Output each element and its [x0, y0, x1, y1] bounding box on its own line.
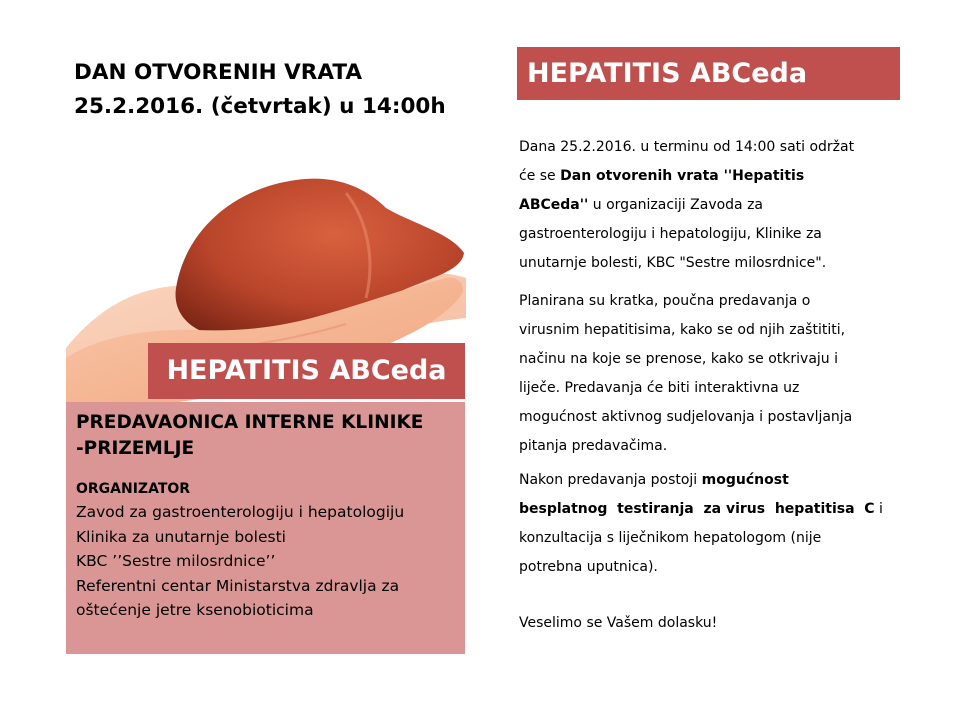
event-title-line1: DAN OTVORENIH VRATA	[74, 60, 362, 85]
hepatitis-badge-right: HEPATITIS ABCeda	[517, 47, 900, 100]
text-line: pitanja predavačima.	[519, 438, 668, 454]
text-line: unutarnje bolesti, KBC "Sestre milosrdnice".	[519, 255, 827, 271]
venue	[76, 410, 455, 462]
text-line: načinu na koje se prenose, kako se otkrivaju i	[519, 351, 839, 367]
hepatitis-badge-left: HEPATITIS ABCeda	[148, 343, 465, 399]
text-line: liječe. Predavanja će biti interaktivna uz	[519, 380, 800, 396]
text-line: Dana 25.2.2016. u terminu od 14:00 sati održat	[519, 139, 855, 155]
event-title	[74, 56, 494, 124]
testing-bold: besplatnog testiranja za virus hepatitisa C	[519, 501, 875, 517]
paragraph-testing	[519, 466, 919, 582]
text-line	[519, 162, 919, 191]
organizer-line: Zavod za gastroenterologiju i hepatologiju	[76, 503, 405, 521]
text-line	[519, 191, 919, 220]
text-line: Planirana su kratka, poučna predavanja o	[519, 293, 811, 309]
event-date-time: 25.2.2016. (četvrtak) u 14:00h	[74, 94, 446, 119]
text-span: i	[874, 501, 883, 517]
paragraph-closing: Veselimo se Vašem dolasku!	[519, 615, 718, 631]
text-line: potrebna uputnica).	[519, 559, 658, 575]
paragraph-intro	[519, 133, 919, 278]
text-line: gastroenterologiju i hepatologiju, Klinike za	[519, 226, 822, 242]
organizer-line: Referentni centar Ministarstva zdravlja za	[76, 576, 400, 595]
venue-organizer-box	[66, 402, 465, 654]
text-line: mogućnost aktivnog sudjelovanja i postavljanja	[519, 409, 853, 425]
venue-line1: PREDAVAONICA INTERNE KLINIKE	[76, 412, 424, 433]
organizer-line: oštećenje jetre ksenobioticima	[76, 601, 314, 619]
testing-bold: mogućnost	[701, 472, 789, 488]
organizer-line: Klinika za unutarnje bolesti	[76, 527, 286, 546]
text-line: virusnim hepatitisima, kako se od njih zaštititi,	[519, 322, 846, 338]
text-span: u organizaciji Zavoda za	[588, 197, 764, 213]
text-line	[519, 495, 914, 524]
paragraph-lectures	[519, 287, 919, 461]
article-body	[519, 133, 919, 638]
text-span: će se	[519, 168, 561, 184]
event-name-bold: Dan otvorenih vrata ''Hepatitis	[560, 168, 805, 184]
text-line: konzultacija s liječnikom hepatologom (nije	[519, 530, 822, 546]
venue-line2: -PRIZEMLJE	[76, 438, 195, 459]
event-name-bold: ABCeda''	[519, 197, 589, 213]
text-line	[519, 466, 919, 495]
text-span: Nakon predavanja postoji	[519, 472, 702, 488]
organizer-lines	[76, 500, 455, 623]
organizer-heading: ORGANIZATOR	[76, 481, 191, 497]
organizer-line: KBC ’’Sestre milosrdnice’’	[76, 552, 276, 570]
